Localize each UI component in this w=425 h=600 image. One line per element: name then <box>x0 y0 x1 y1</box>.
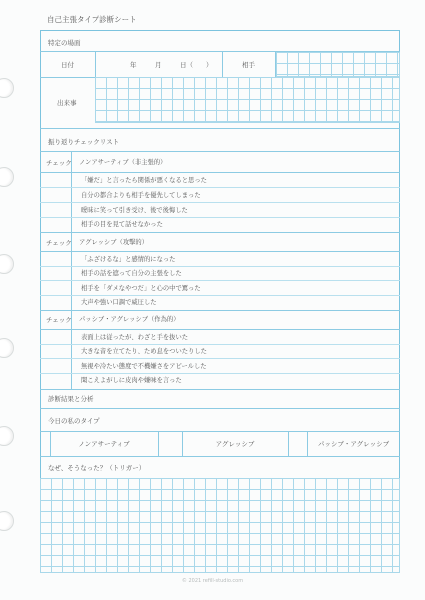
checklist-item[interactable]: 「ふざけるな」と感情的になった <box>81 256 176 263</box>
type-passive-aggressive: パッシブ・アグレッシブ（作為的） <box>79 316 180 323</box>
divider <box>222 51 223 77</box>
binder-hole <box>0 338 14 358</box>
partner-label: 相手 <box>242 61 255 69</box>
date-day: 日（ ） <box>180 61 213 69</box>
binder-hole <box>0 426 14 446</box>
divider <box>71 151 72 232</box>
divider <box>40 172 400 173</box>
divider <box>40 431 400 432</box>
divider <box>40 266 400 267</box>
situation-header: 特定の場面 <box>48 39 81 47</box>
binder-hole <box>0 78 14 98</box>
divider <box>40 358 400 359</box>
checklist-item[interactable]: 相手の目を見て話せなかった <box>81 221 163 228</box>
binder-hole <box>0 511 14 531</box>
checklist-item[interactable]: 自分の都合よりも相手を優先してしまった <box>81 192 201 199</box>
copyright-footer: © 2021 refill-studio.com <box>181 578 244 584</box>
checklist-item[interactable]: 大きな音を立てたり、ため息をついたりした <box>81 348 207 355</box>
divider <box>40 251 400 252</box>
check-label: チェック <box>46 159 72 167</box>
checklist-item[interactable]: 表面上は従ったが、わざと手を抜いた <box>81 334 189 341</box>
partner-writing-grid[interactable] <box>276 52 400 77</box>
today-type-label: 今日の私のタイプ <box>48 417 100 425</box>
check-label: チェック <box>46 239 72 247</box>
divider <box>40 295 400 296</box>
divider <box>40 344 400 345</box>
type-option-passive-aggressive[interactable]: パッシブ・アグレッシブ <box>317 440 390 448</box>
date-label: 日付 <box>61 61 74 69</box>
divider <box>40 187 400 188</box>
event-label: 出来事 <box>57 99 77 107</box>
binder-hole <box>0 254 14 274</box>
divider <box>40 408 400 409</box>
divider <box>40 128 400 129</box>
page-title: 自己主張タイプ診断シート <box>47 15 137 24</box>
checklist-header: 振り返りチェックリスト <box>48 138 120 146</box>
divider <box>40 456 400 457</box>
divider <box>40 151 400 152</box>
checklist-item[interactable]: 「嫌だ」と言ったら関係が悪くなると思った <box>81 177 207 184</box>
event-writing-grid[interactable] <box>95 77 400 123</box>
trigger-writing-grid[interactable] <box>40 478 400 573</box>
checklist-item[interactable]: 聞こえよがしに皮肉や嫌味を言った <box>81 377 182 384</box>
checklist-item[interactable]: 無視や冷たい態度で不機嫌さをアピールした <box>81 363 207 370</box>
checklist-item[interactable]: 相手の話を遮って自分の主張をした <box>81 270 182 277</box>
trigger-label: なぜ、そうなった？（トリガー） <box>48 464 146 472</box>
type-option-nonassertive[interactable]: ノンアサーティブ <box>78 440 130 448</box>
result-header: 診断結果と分析 <box>48 395 94 403</box>
checklist-item[interactable]: 曖昧に笑って引き受け、後で後悔した <box>81 207 188 214</box>
divider <box>288 431 289 456</box>
divider <box>40 310 400 311</box>
divider <box>40 373 400 374</box>
date-year: 年 <box>130 61 137 69</box>
divider <box>40 389 400 390</box>
divider <box>158 431 159 456</box>
date-month: 月 <box>155 61 162 69</box>
check-label: チェック <box>46 316 72 324</box>
divider <box>71 310 72 389</box>
checklist-item[interactable]: 大声や強い口調で威圧した <box>81 299 157 306</box>
type-option-aggressive[interactable]: アグレッシブ <box>215 440 255 448</box>
type-aggressive: アグレッシブ（攻撃的） <box>79 239 149 246</box>
divider <box>40 232 400 233</box>
type-nonassertive: ノンアサーティブ（非主張的） <box>79 159 167 166</box>
binder-hole <box>0 167 14 187</box>
divider <box>40 202 400 203</box>
checklist-item[interactable]: 相手を「ダメなやつだ」と心の中で罵った <box>81 285 201 292</box>
divider <box>95 51 96 77</box>
divider <box>40 329 400 330</box>
divider <box>40 217 400 218</box>
divider <box>71 232 72 310</box>
divider <box>40 280 400 281</box>
